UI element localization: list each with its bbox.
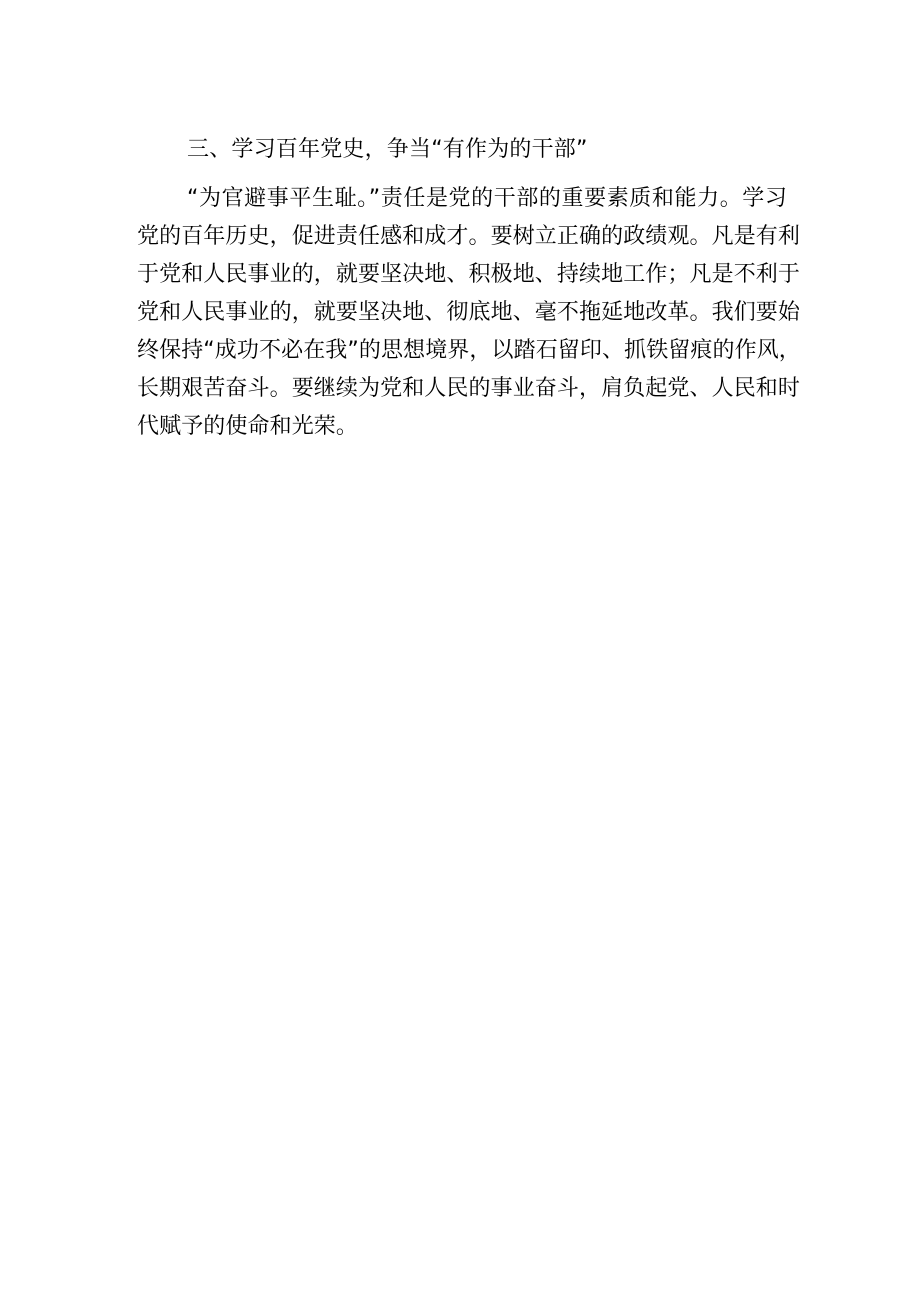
section-heading: 三、学习百年党史，争当“有作为的干部”: [187, 137, 588, 162]
paragraph-line: 代赋予的使命和光荣。: [137, 414, 359, 439]
paragraph-line: 长期艰苦奋斗。要继续为党和人民的事业奋斗，肩负起党、人民和时: [137, 376, 801, 401]
paragraph-line: 党和人民事业的，就要坚决地、彻底地、毫不拖延地改革。我们要始: [137, 300, 801, 325]
document-body: [137, 128, 801, 446]
paragraph-line: 党的百年历史，促进责任感和成才。要树立正确的政绩观。凡是有利: [137, 224, 801, 249]
paragraph-line: 于党和人民事业的，就要坚决地、积极地、持续地工作；凡是不利于: [137, 262, 801, 287]
body-paragraph: [137, 180, 801, 446]
paragraph-line: 终保持“成功不必在我”的思想境界，以踏石留印、抓铁留痕的作风，: [137, 338, 801, 363]
paragraph-line: “为官避事平生耻。”责任是党的干部的重要素质和能力。学习: [187, 186, 787, 211]
